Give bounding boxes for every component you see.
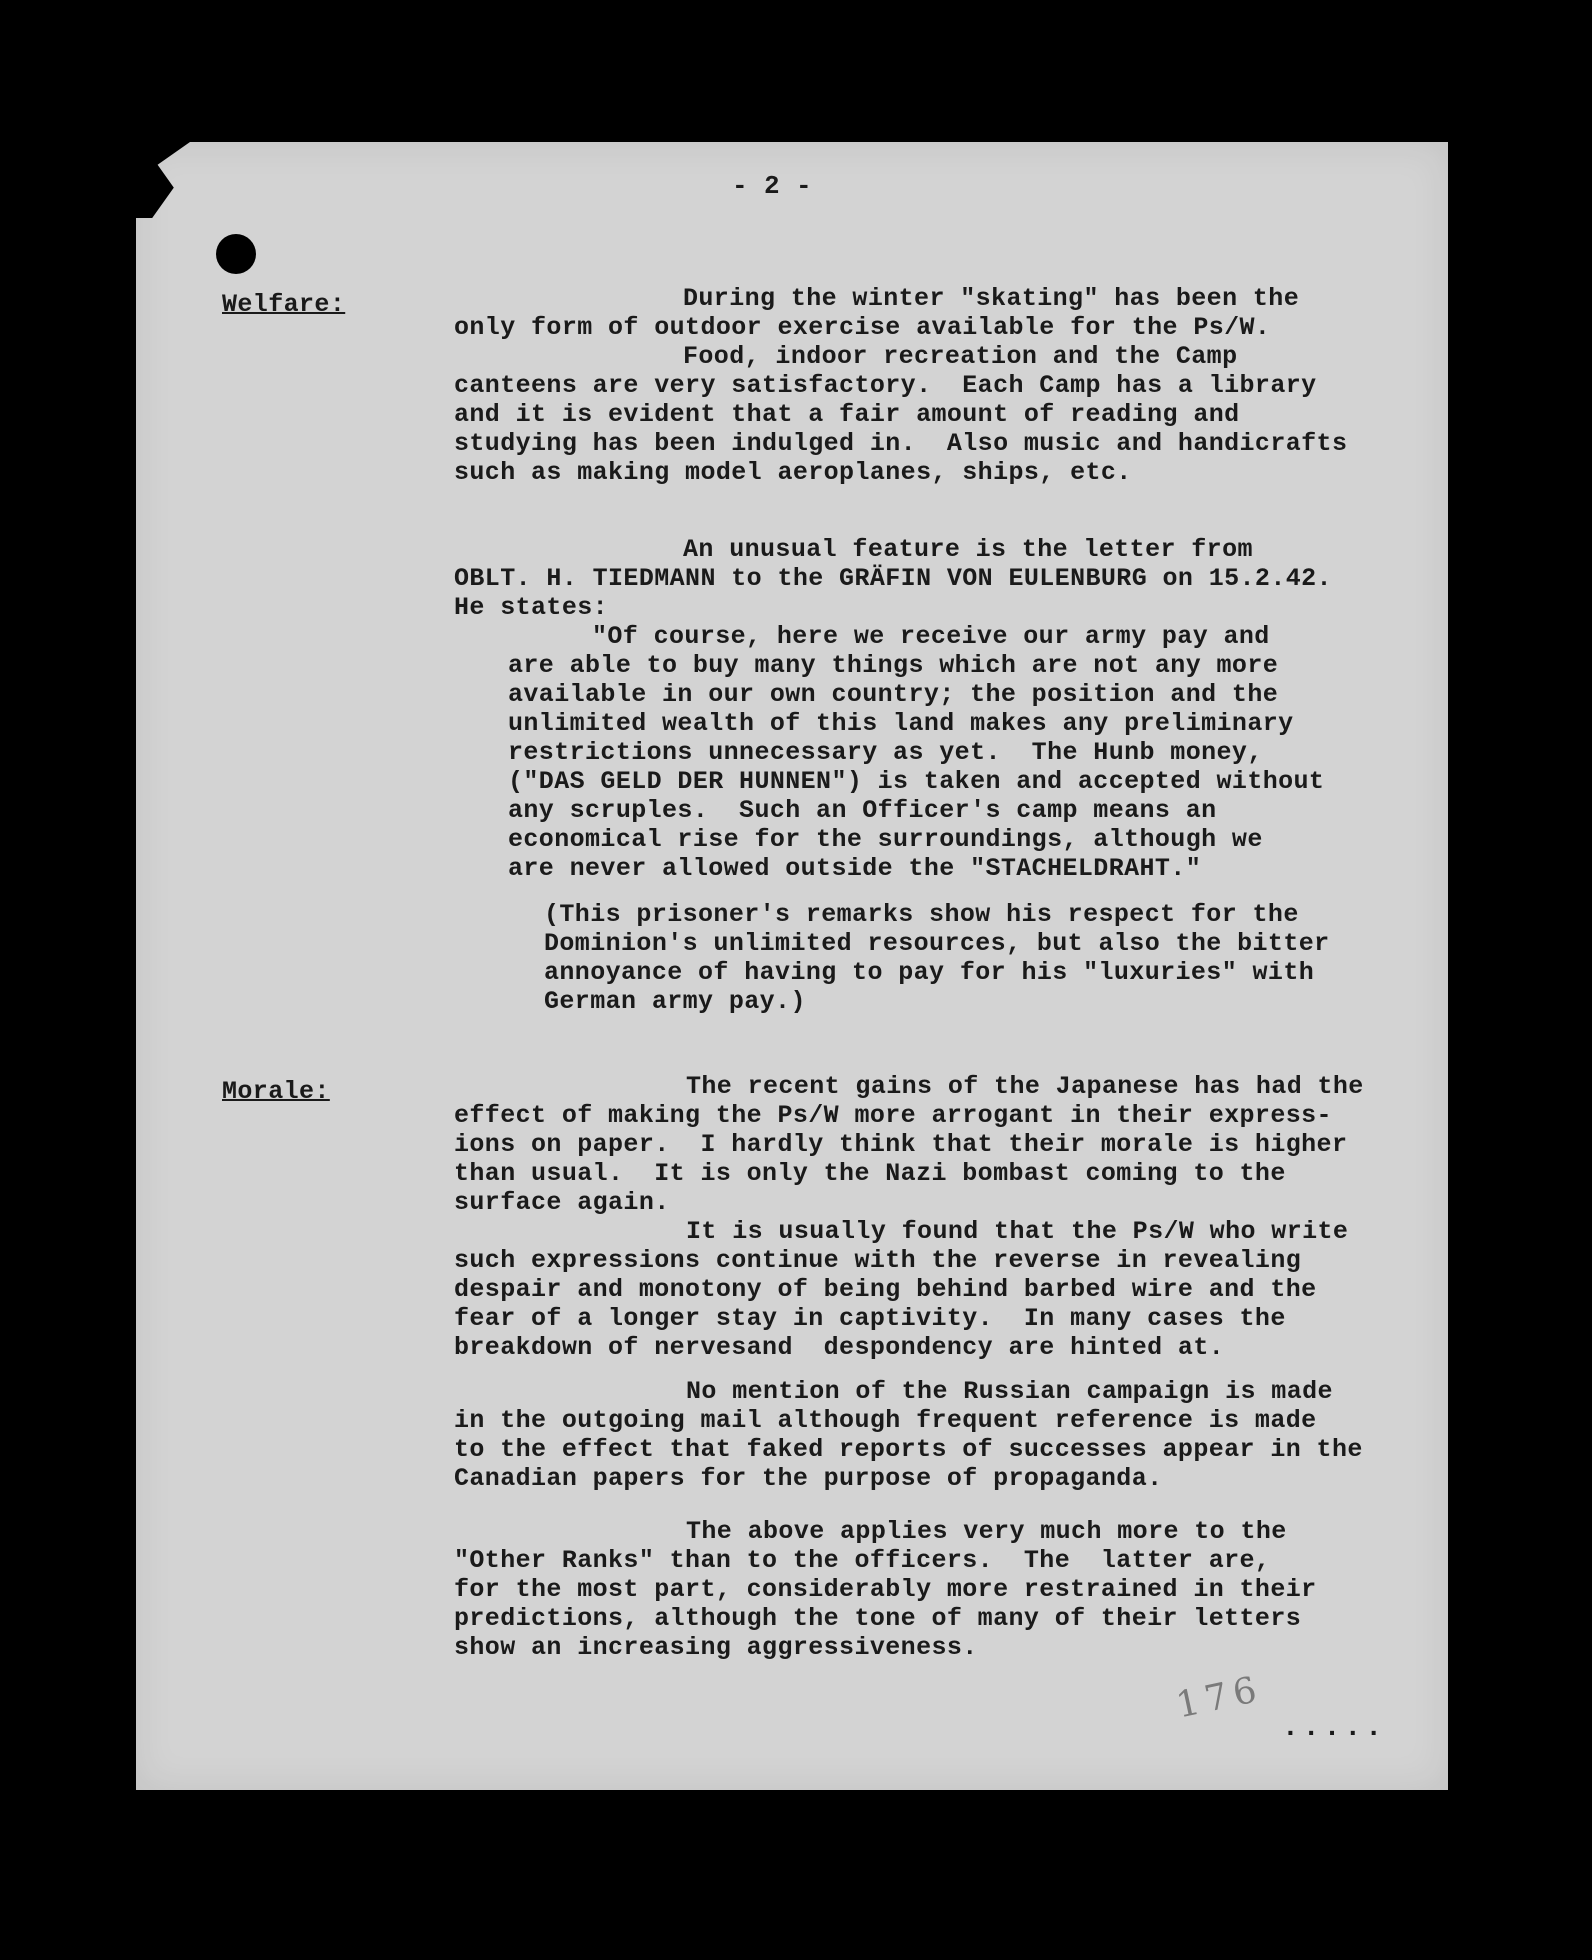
- punch-hole: [216, 234, 256, 274]
- morale-paragraph-4-text: The above applies very much more to the "Other Ranks" than to the officers. The latter are, for the most part, considerably more restrained in their predictions, although the tone of many of their letters show an increasing aggressiveness.: [454, 1517, 1317, 1662]
- morale-paragraph-3-text: No mention of the Russian campaign is made in the outgoing mail although frequent reference is made to the effect that faked reports of successes appear in the Canadian papers for the purpose of propaganda.: [454, 1377, 1363, 1493]
- welfare-paragraph-1-text: During the winter "skating" has been the only form of outdoor exercise available for the Ps/W.: [454, 284, 1300, 342]
- morale-paragraph-3: [454, 1377, 1363, 1493]
- welfare-paragraph-2-text: Food, indoor recreation and the Camp canteens are very satisfactory. Each Camp has a library and it is evident that a fair amount of reading and studying has been indulged in. Also music and handicrafts such as making model aeroplanes, ships, etc.: [454, 342, 1348, 487]
- document-page: [136, 142, 1448, 1790]
- welfare-paragraph-2: [454, 342, 1347, 487]
- morale-paragraph-1: [454, 1072, 1364, 1217]
- torn-corner: [136, 142, 190, 218]
- welfare-paragraph-3-text: An unusual feature is the letter from OBLT. H. TIEDMANN to the GRÄFIN VON EULENBURG on 15.2.42. He states:: [454, 535, 1332, 622]
- editor-comment: (This prisoner's remarks show his respect for the Dominion's unlimited resources, but also the bitter annoyance of having to pay for his "luxuries" with German army pay.): [544, 900, 1330, 1016]
- page-number: - 2 -: [732, 171, 813, 201]
- morale-heading: Morale:: [222, 1077, 330, 1106]
- morale-paragraph-2: [454, 1217, 1348, 1362]
- welfare-paragraph-1: [454, 284, 1299, 342]
- handwritten-page-number: 176: [1172, 1668, 1267, 1727]
- quoted-letter: [508, 622, 1324, 883]
- morale-paragraph-2-text: It is usually found that the Ps/W who write such expressions continue with the reverse in revealing despair and monotony of being behind barbed wire and the fear of a longer stay in captivity. In many cases the breakdown of nervesand despondency are hinted at.: [454, 1217, 1349, 1362]
- welfare-paragraph-3: [454, 535, 1332, 622]
- morale-paragraph-4: [454, 1517, 1317, 1662]
- quoted-letter-text: "Of course, here we receive our army pay and are able to buy many things which are not any more available in our own country; the position and the unlimited wealth of this land makes any preliminary restrictions unnecessary as yet. The Hunb money, ("DAS GELD DER HUNNEN") is taken and accepted without any scruples. Such an Officer's camp means an economical rise for the surroundings, although we are never allowed outside the "STACHELDRAHT.": [508, 622, 1325, 883]
- morale-paragraph-1-text: The recent gains of the Japanese has had the effect of making the Ps/W more arrogant in their express- ions on paper. I hardly think that their morale is higher than usual. It is only the Nazi bombast coming to the surface again.: [454, 1072, 1364, 1217]
- continuation-dots: .....: [1282, 1713, 1387, 1744]
- welfare-heading: Welfare:: [222, 290, 346, 319]
